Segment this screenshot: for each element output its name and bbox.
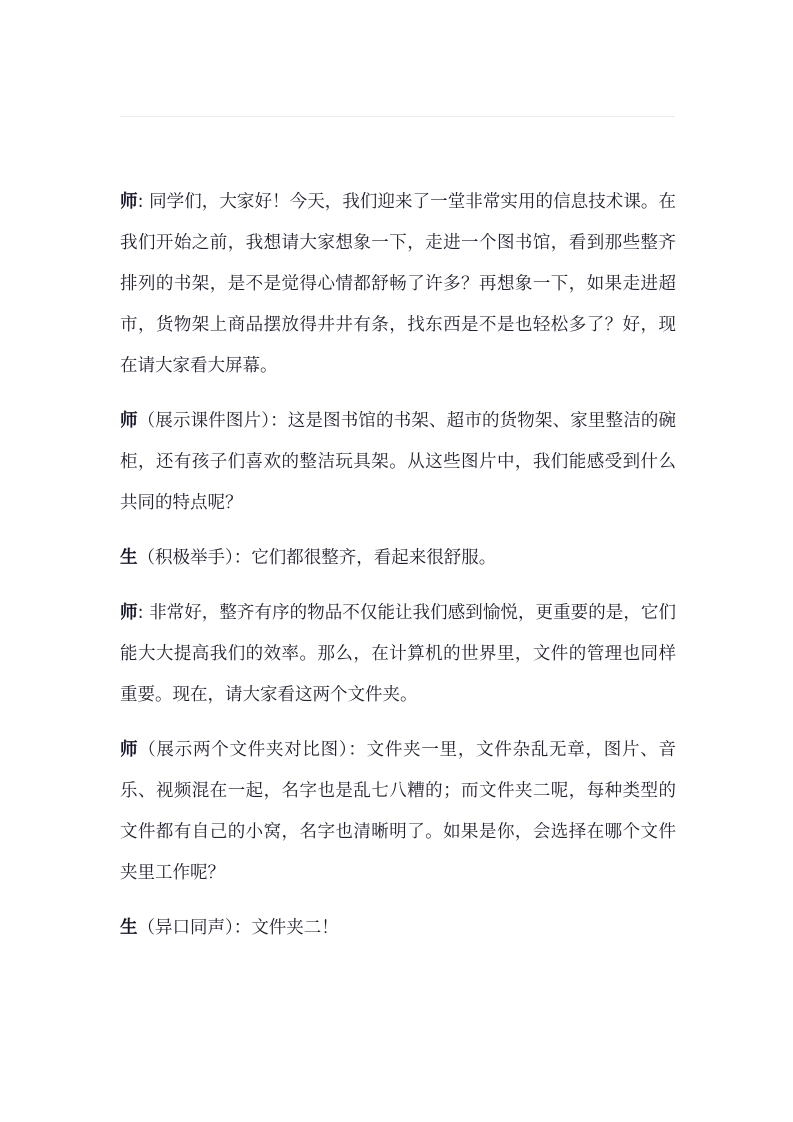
utterance-text: : 非常好，整齐有序的物品不仅能让我们感到愉悦，更重要的是，它们能大大提高我们的效率。那么，在计算机的世界里，文件的管理也同样重要。现在，请大家看这两个文件夹。 [120,603,677,705]
speaker-label: 师 [120,192,138,212]
header-divider [120,116,675,117]
utterance-text: （展示两个文件夹对比图）：文件夹一里，文件杂乱无章，图片、音乐、视频混在一起，名字也是乱七八糟的；而文件夹二呢，每种类型的文件都有自己的小窝，名字也清晰明了。如果是你，会选择在哪个文件夹里工作呢？ [120,740,677,883]
utterance-text: : 同学们，大家好！今天，我们迎来了一堂非常实用的信息技术课。在我们开始之前，我想请大家想象一下，走进一个图书馆，看到那些整齐排列的书架，是不是觉得心情都舒畅了许多？再想象一下，如果走进超市，货物架上商品摆放得井井有条，找东西是不是也轻松多了？好，现在请大家看大屏幕。 [120,192,677,376]
speaker-label: 生 [120,918,138,938]
dialogue-paragraph [120,730,676,894]
speaker-label: 师 [120,740,139,760]
dialogue-paragraph [120,908,676,949]
dialogue-paragraph [120,182,676,387]
utterance-text: （异口同声）：文件夹二！ [137,918,339,938]
speaker-label: 师 [120,411,138,431]
speaker-label: 师 [120,603,138,623]
dialogue-paragraph [120,401,676,524]
dialogue-paragraph [120,593,676,716]
speaker-label: 生 [120,548,138,568]
dialogue-transcript [120,182,676,963]
dialogue-paragraph [120,538,676,579]
utterance-text: （积极举手）：它们都很整齐，看起来很舒服。 [137,548,497,568]
utterance-text: （展示课件图片）：这是图书馆的书架、超市的货物架、家里整洁的碗柜，还有孩子们喜欢的整洁玩具架。从这些图片中，我们能感受到什么共同的特点呢？ [120,411,677,513]
